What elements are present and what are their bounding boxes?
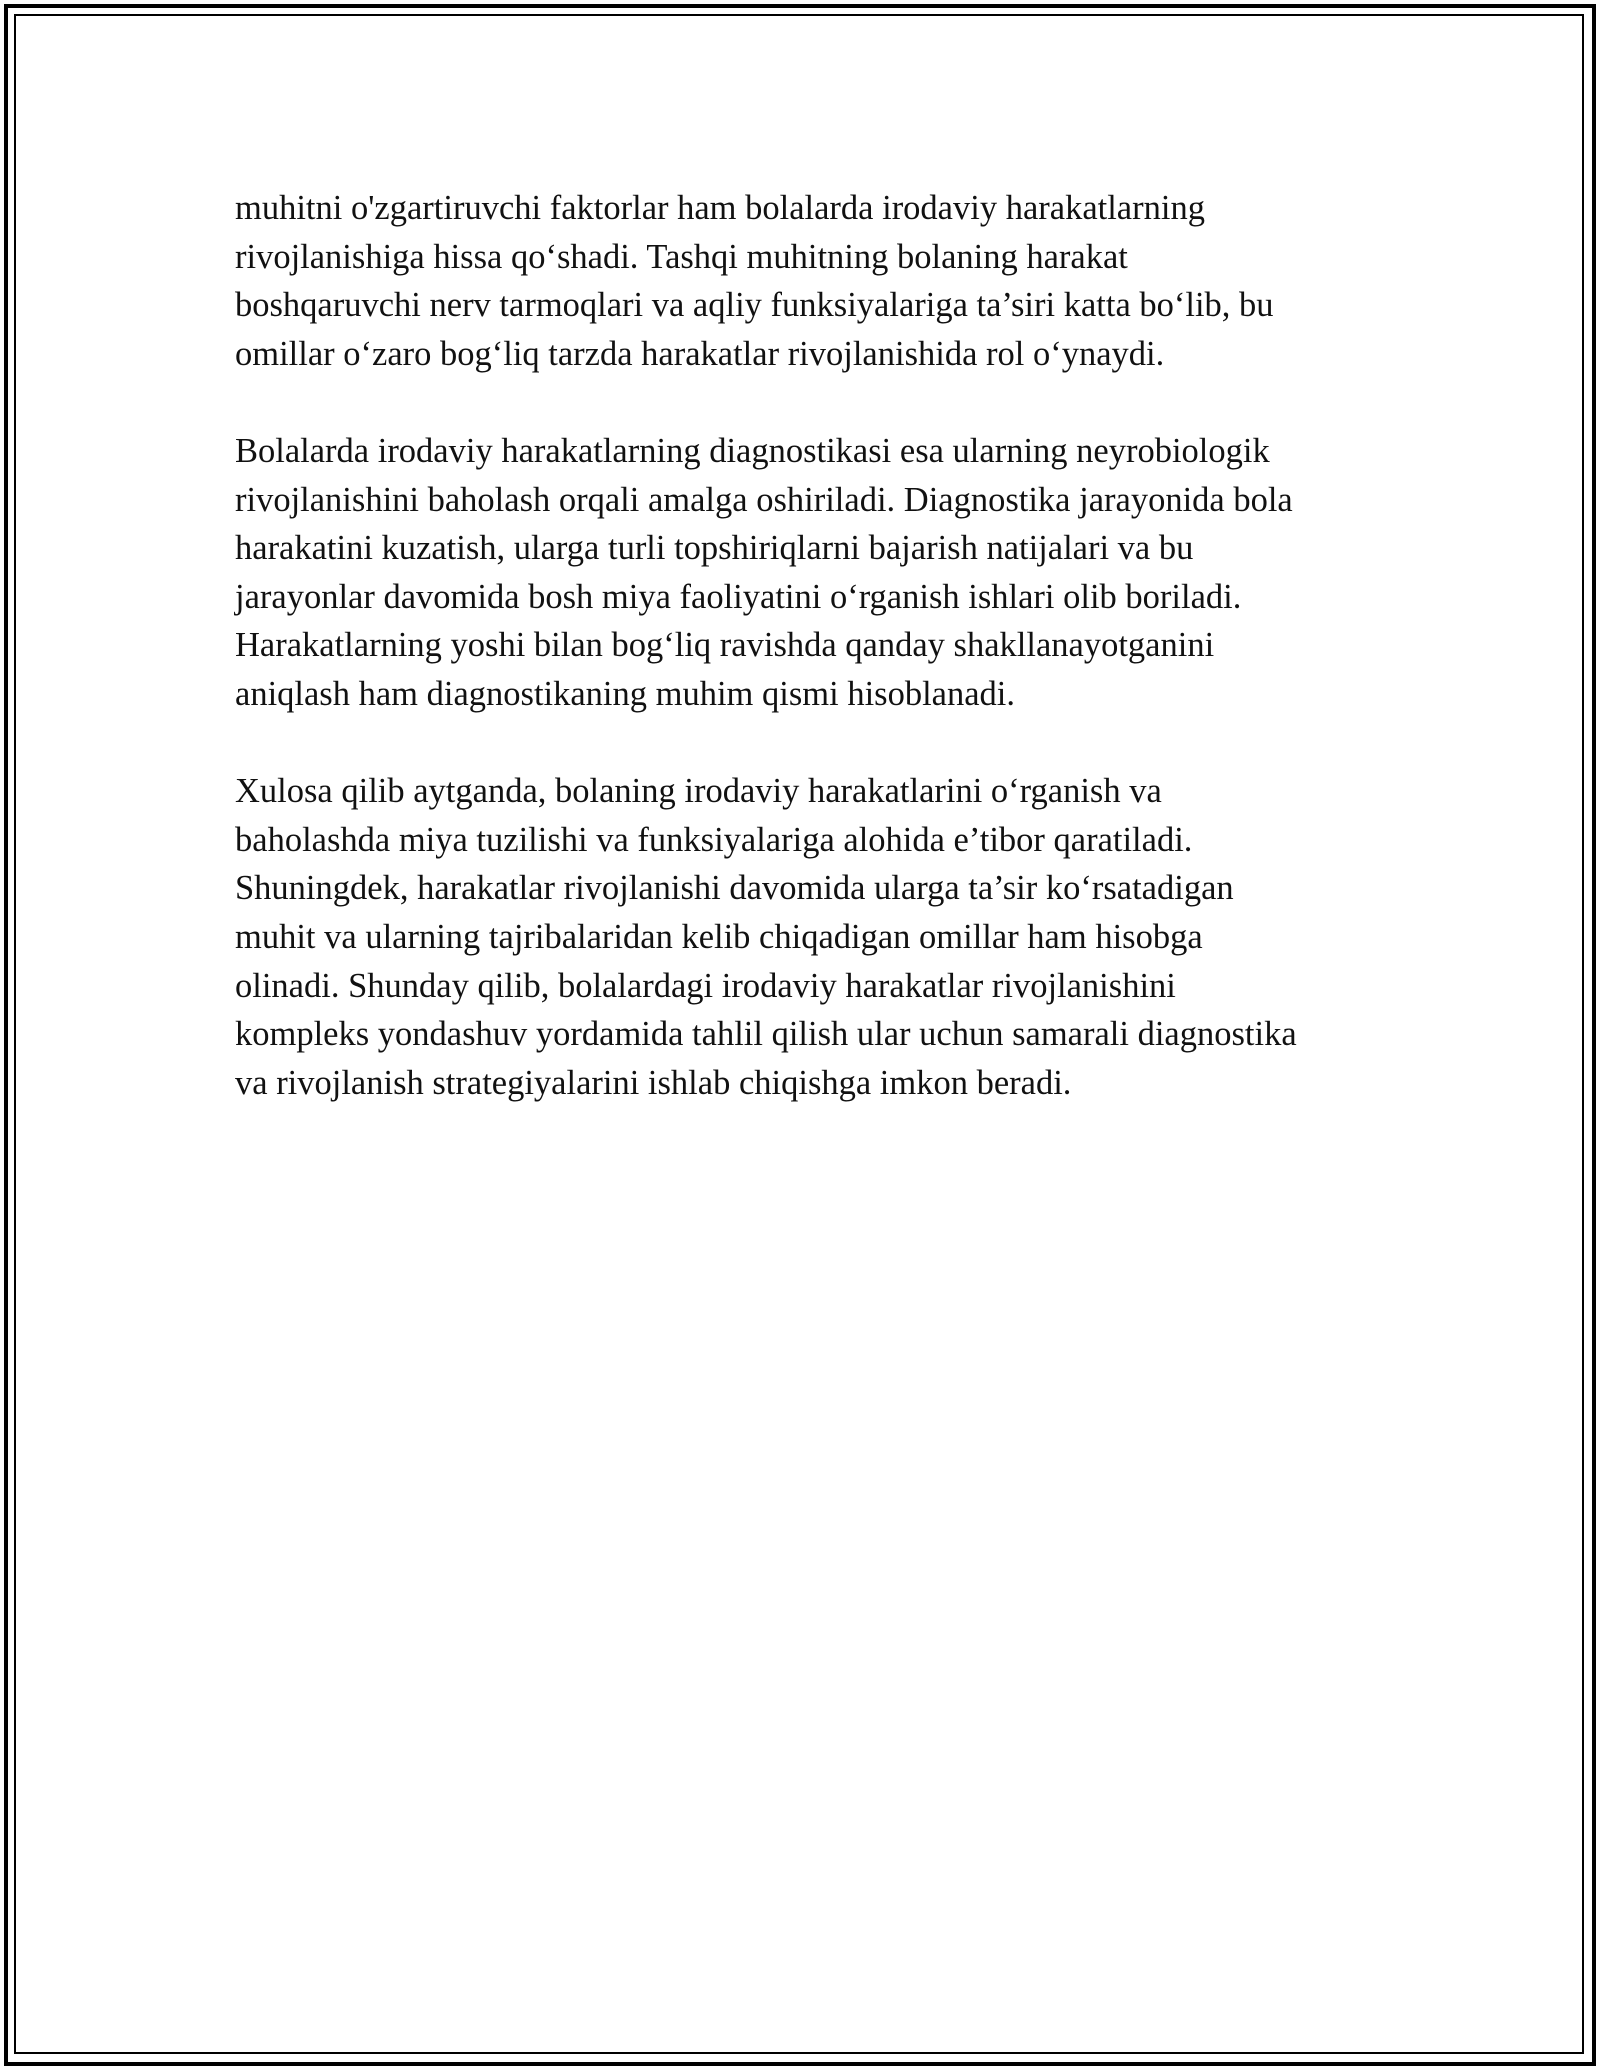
paragraph [235, 767, 1375, 1107]
paragraph [235, 184, 1375, 378]
text-line: rivojlanishiga hissa qo‘shadi. Tashqi muhitning bolaning harakat [235, 237, 1128, 276]
document-body [235, 184, 1375, 1156]
text-line: olinadi. Shunday qilib, bolalardagi irodaviy harakatlar rivojlanishini [235, 966, 1176, 1005]
paragraph [235, 427, 1375, 719]
text-line: kompleks yondashuv yordamida tahlil qilish ular uchun samarali diagnostika [235, 1015, 1297, 1054]
text-line: jarayonlar davomida bosh miya faoliyatini o‘rganish ishlari olib boriladi. [235, 577, 1242, 616]
text-line: Bolalarda irodaviy harakatlarning diagnostikasi esa ularning neyrobiologik [235, 431, 1270, 470]
text-line: va rivojlanish strategiyalarini ishlab chiqishga imkon beradi. [235, 1063, 1072, 1102]
text-line: boshqaruvchi nerv tarmoqlari va aqliy funksiyalariga ta’siri katta bo‘lib, bu [235, 286, 1274, 325]
text-line: muhit va ularning tajribalaridan kelib chiqadigan omillar ham hisobga [235, 917, 1203, 956]
text-line: rivojlanishini baholash orqali amalga oshiriladi. Diagnostika jarayonida bola [235, 480, 1293, 519]
text-line: baholashda miya tuzilishi va funksiyalariga alohida e’tibor qaratiladi. [235, 820, 1193, 859]
text-line: Harakatlarning yoshi bilan bog‘liq ravishda qanday shakllanayotganini [235, 626, 1215, 665]
text-line: Shuningdek, harakatlar rivojlanishi davomida ularga ta’sir ko‘rsatadigan [235, 869, 1234, 908]
text-line: omillar o‘zaro bog‘liq tarzda harakatlar rivojlanishida rol o‘ynaydi. [235, 334, 1165, 373]
text-line: Xulosa qilib aytganda, bolaning irodaviy harakatlarini o‘rganish va [235, 772, 1162, 811]
text-line: harakatini kuzatish, ularga turli topshiriqlarni bajarish natijalari va bu [235, 529, 1194, 568]
text-line: muhitni o'zgartiruvchi faktorlar ham bolalarda irodaviy harakatlarning [235, 189, 1205, 227]
text-line: aniqlash ham diagnostikaning muhim qismi hisoblanadi. [235, 674, 1016, 713]
